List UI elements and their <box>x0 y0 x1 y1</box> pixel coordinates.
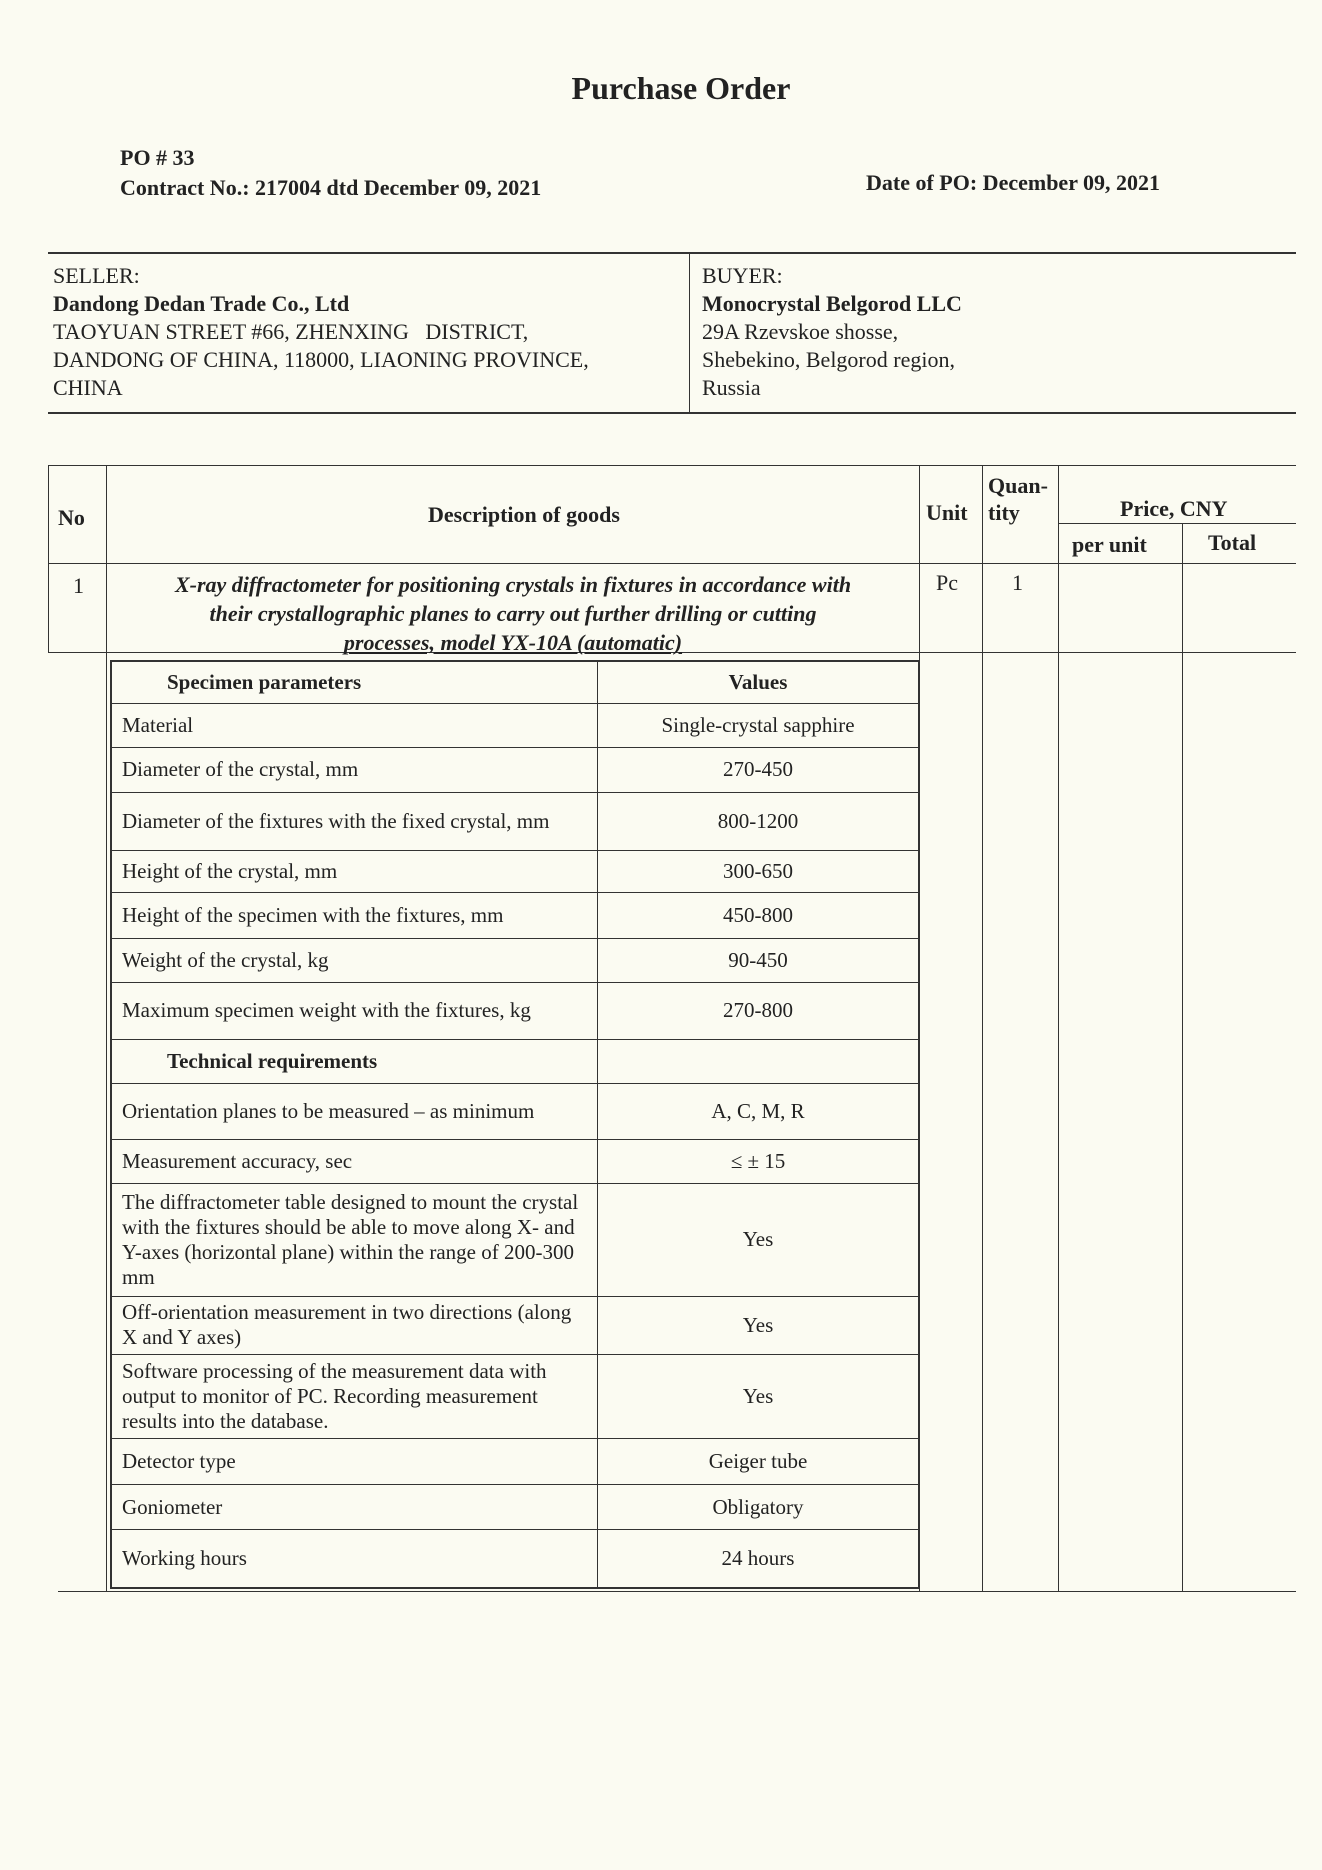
buyer-label: BUYER: <box>702 263 783 288</box>
header-quantity: Quan- <box>988 473 1048 498</box>
spec-row <box>112 892 919 938</box>
spec-param: Measurement accuracy, sec <box>112 1140 598 1184</box>
spec-value: 450-800 <box>598 892 919 938</box>
header-price: Price, CNY <box>1120 496 1228 521</box>
spec-param: Diameter of the crystal, mm <box>112 748 598 792</box>
spec-value: Single-crystal sapphire <box>598 704 919 748</box>
spec-value: 800-1200 <box>598 792 919 850</box>
spec-param: Height of the crystal, mm <box>112 850 598 892</box>
header-total: Total <box>1208 530 1257 555</box>
spec-section-row <box>112 1039 919 1083</box>
item-description-line: X-ray diffractometer for positioning crystals in fixtures in accordance with <box>174 572 852 597</box>
item-description <box>118 570 908 657</box>
table-line <box>1058 523 1296 524</box>
spec-row <box>112 1296 919 1354</box>
spec-row <box>112 1529 919 1587</box>
table-line <box>106 465 107 1591</box>
spec-value: 90-450 <box>598 939 919 983</box>
spec-value: Obligatory <box>598 1485 919 1529</box>
seller-label: SELLER: <box>53 263 140 288</box>
seller-address-line: DANDONG OF CHINA, 118000, LIAONING PROVINCE, <box>53 347 589 372</box>
spec-row <box>112 704 919 748</box>
po-number: PO # 33 <box>120 145 195 170</box>
seller-address-line: TAOYUAN STREET #66, ZHENXING DISTRICT, <box>53 319 529 344</box>
spec-row <box>112 1485 919 1529</box>
table-line <box>1058 465 1059 1591</box>
party-divider <box>689 254 690 412</box>
seller-name: Dandong Dedan Trade Co., Ltd <box>53 291 350 316</box>
spec-value: A, C, M, R <box>598 1083 919 1139</box>
header-per-unit: per unit <box>1072 532 1147 557</box>
spec-row <box>112 850 919 892</box>
spec-row <box>112 1083 919 1139</box>
spec-value: Yes <box>598 1354 919 1438</box>
document-title: Purchase Order <box>571 70 791 106</box>
table-line <box>48 563 1296 564</box>
spec-value: Yes <box>598 1184 919 1296</box>
spec-value: 270-800 <box>598 983 919 1039</box>
spec-param: Detector type <box>112 1439 598 1485</box>
spec-row <box>112 1184 919 1296</box>
spec-value: Geiger tube <box>598 1439 919 1485</box>
item-description-line: processes, model YX-10A (automatic) <box>343 630 683 655</box>
header-no: No <box>58 505 85 530</box>
item-description-line: their crystallographic planes to carry out further drilling or cutting <box>209 601 817 626</box>
spec-param: Weight of the crystal, kg <box>112 939 598 983</box>
spec-value: Yes <box>598 1296 919 1354</box>
header-description: Description of goods <box>428 502 620 527</box>
seller-block <box>53 262 589 402</box>
spec-row <box>112 983 919 1039</box>
goods-table <box>48 465 1296 1593</box>
spec-param: Orientation planes to be measured – as minimum <box>112 1083 598 1139</box>
spec-param: Working hours <box>112 1529 598 1587</box>
spec-row <box>112 748 919 792</box>
specification-table <box>110 660 920 1589</box>
buyer-address-line: Shebekino, Belgorod region, <box>702 347 955 372</box>
header-unit: Unit <box>926 500 968 525</box>
spec-header-value: Values <box>598 662 919 704</box>
spec-empty-cell <box>598 1039 919 1083</box>
buyer-block <box>702 262 962 402</box>
spec-value: 270-450 <box>598 748 919 792</box>
header-quantity: tity <box>988 500 1020 525</box>
contract-number: Contract No.: 217004 dtd December 09, 2021 <box>120 175 542 200</box>
spec-value: 300-650 <box>598 850 919 892</box>
spec-value: 24 hours <box>598 1529 919 1587</box>
technical-requirements-heading: Technical requirements <box>112 1039 598 1083</box>
item-unit: Pc <box>936 570 958 595</box>
spec-param: Goniometer <box>112 1485 598 1529</box>
buyer-address-line: 29A Rzevskoe shosse, <box>702 319 899 344</box>
buyer-name: Monocrystal Belgorod LLC <box>702 291 962 316</box>
table-line <box>48 465 49 652</box>
spec-row <box>112 792 919 850</box>
spec-header-row <box>112 662 919 704</box>
spec-param: Height of the specimen with the fixtures, mm <box>112 892 598 938</box>
table-line <box>982 465 983 1591</box>
spec-table-grid <box>111 661 919 1588</box>
po-date: Date of PO: December 09, 2021 <box>866 170 1161 195</box>
spec-param: Diameter of the fixtures with the fixed crystal, mm <box>112 792 598 850</box>
spec-param: Software processing of the measurement data with output to monitor of PC. Recording measurement results into the database. <box>112 1354 598 1438</box>
parties-block <box>48 252 1296 414</box>
item-quantity: 1 <box>1012 570 1023 595</box>
spec-header-param: Specimen parameters <box>112 662 598 704</box>
seller-address-line: CHINA <box>53 375 123 400</box>
spec-param: Off-orientation measurement in two directions (along X and Y axes) <box>112 1296 598 1354</box>
buyer-address-line: Russia <box>702 375 761 400</box>
spec-row <box>112 939 919 983</box>
table-line <box>58 1591 1296 1592</box>
table-line <box>1182 523 1183 1591</box>
spec-row <box>112 1140 919 1184</box>
spec-param: Material <box>112 704 598 748</box>
spec-param: Maximum specimen weight with the fixtures, kg <box>112 983 598 1039</box>
spec-param: The diffractometer table designed to mount the crystal with the fixtures should be able to move along X- and Y-axes (horizontal plane) within the range of 200-300 mm <box>112 1184 598 1296</box>
item-no: 1 <box>73 573 84 598</box>
table-line <box>48 465 1296 466</box>
spec-row <box>112 1439 919 1485</box>
spec-value: ≤ ± 15 <box>598 1140 919 1184</box>
spec-row <box>112 1354 919 1438</box>
